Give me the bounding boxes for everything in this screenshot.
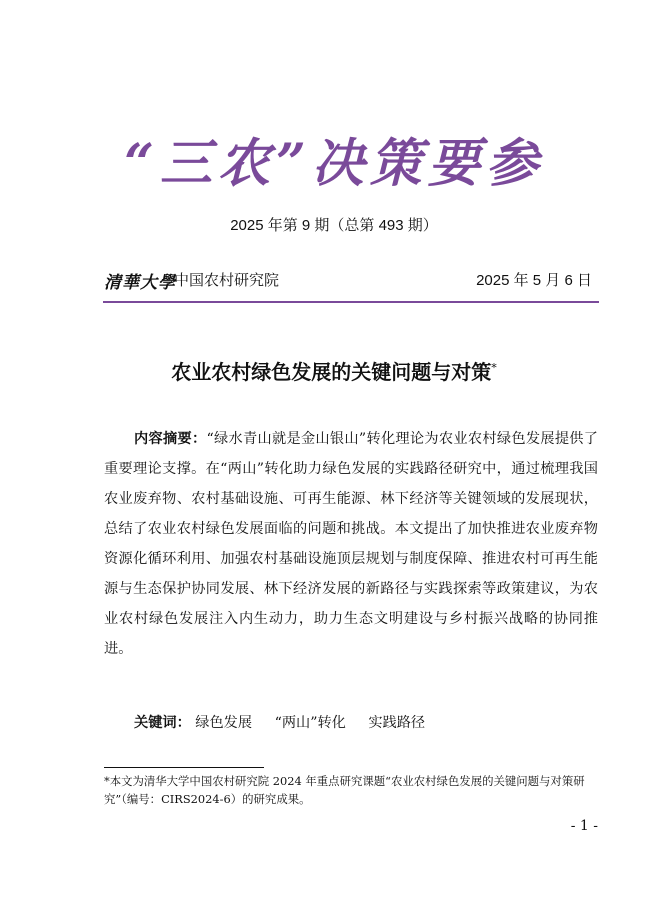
abstract — [104, 424, 598, 664]
footnote: *本文为清华大学中国农村研究院 2024 年重点研究课题“农业农村绿色发展的关键问题与对策研究”（编号：CIRS2024-6）的研究成果。 — [104, 774, 585, 806]
article-title — [0, 356, 668, 385]
keyword-item: “两山”转化 — [274, 715, 346, 731]
keywords-label: 关键词： — [134, 715, 191, 731]
page-number: - 1 - — [570, 818, 598, 834]
keyword-item: 实践路径 — [368, 715, 426, 731]
abstract-text: “绿水青山就是金山银山”转化理论为农业农村绿色发展提供了重要理论支撑。在“两山”转化助力绿色发展的实践路径研究中，通过梳理我国农业废弃物、农村基础设施、可再生能源、林下经济等关键领域的发展现状，总结了农业农村绿色发展面临的问题和挑战。本文提出了加快推进农业废弃物资源化循环利用、加强农村基础设施顶层规划与制度保障、推进农村可再生能源与生态保护协同发展、林下经济发展的新路径与实践探索等政策建议，为农业农村绿色发展注入内生动力，助力生态文明建设与乡村振兴战略的协同推进。 — [104, 431, 598, 657]
title-footnote-mark: * — [491, 361, 497, 375]
masthead-title: “三农”决策要参 — [124, 133, 544, 194]
article-title-text: 农业农村绿色发展的关键问题与对策 — [171, 360, 492, 384]
tsinghua-logo: 清華大學 — [104, 273, 176, 293]
issue-date: 2025 年 5 月 6 日 — [476, 272, 592, 289]
issue-number: 2025 年第 9 期（总第 493 期） — [230, 217, 438, 234]
org-name: 中国农村研究院 — [174, 271, 280, 289]
footnote-rule — [104, 767, 264, 768]
keywords — [134, 712, 443, 732]
org-row — [104, 268, 594, 292]
abstract-label: 内容摘要： — [134, 431, 207, 447]
header-divider — [103, 301, 599, 303]
keyword-item: 绿色发展 — [195, 715, 253, 731]
